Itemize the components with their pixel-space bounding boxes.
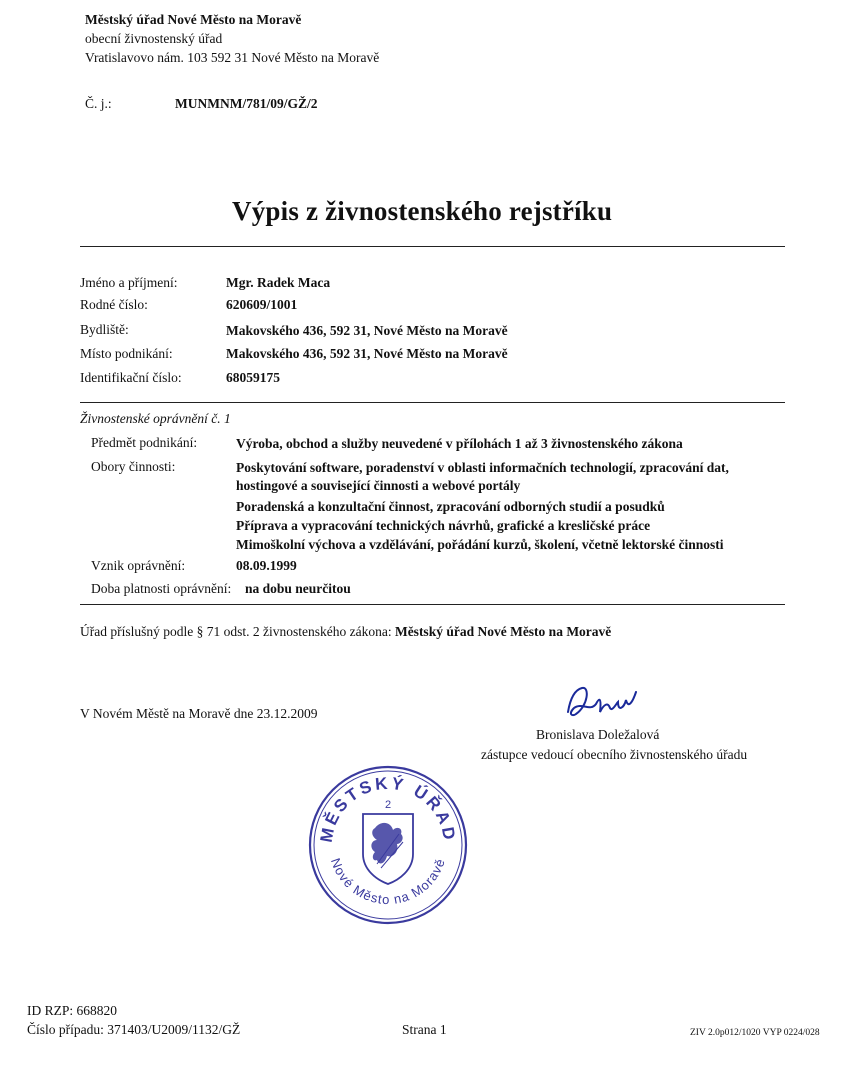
- business-place-label: Místo podnikání:: [80, 346, 173, 361]
- title-divider: [80, 246, 785, 247]
- person-divider: [80, 402, 785, 403]
- subject-value: Výroba, obchod a služby neuvedené v přílohách 1 až 3 živnostenského zákona: [236, 436, 683, 451]
- residence-value: Makovského 436, 592 31, Nové Město na Moravě: [226, 323, 508, 338]
- birth-number-value: 620609/1001: [226, 297, 298, 312]
- office-department: obecní živnostenský úřad: [85, 31, 223, 46]
- field-line: Příprava a vypracování technických návrhů, grafické a kresličské práce: [236, 518, 651, 533]
- stamp-bottom-text: Nové Město na Moravě: [327, 856, 449, 908]
- validity-label: Doba platnosti oprávnění:: [91, 581, 232, 596]
- stamp-number: 2: [384, 799, 392, 811]
- page-number: Strana 1: [402, 1022, 447, 1037]
- field-line: Poradenská a konzultační činnost, zpracování odborných studií a posudků: [236, 499, 665, 514]
- validity-value: na dobu neurčitou: [245, 581, 351, 596]
- license-heading: Živnostenské oprávnění č. 1: [80, 411, 231, 426]
- birth-number-label: Rodné číslo:: [80, 297, 148, 312]
- field-line: Mimoškolní výchova a vzdělávání, pořádání kurzů, školení, včetně lektorské činnosti: [236, 537, 724, 552]
- stamp-top-text: MĚSTSKÝ ÚŘAD: [316, 773, 460, 844]
- authority-line: [80, 624, 611, 640]
- subject-label: Předmět podnikání:: [91, 435, 198, 450]
- field-line: Poskytování software, poradenství v oblasti informačních technologií, zpracování dat,: [236, 460, 729, 475]
- form-code: ZIV 2.0p012/1020 VYP 0224/028: [690, 1028, 820, 1038]
- name-label: Jméno a příjmení:: [80, 275, 178, 290]
- signatory-name: Bronislava Doležalová: [536, 727, 660, 742]
- office-header: [85, 10, 379, 67]
- business-place-value: Makovského 436, 592 31, Nové Město na Moravě: [226, 346, 508, 361]
- fields-label: Obory činnosti:: [91, 459, 176, 474]
- case-number: Číslo případu: 371403/U2009/1132/GŽ: [27, 1022, 241, 1037]
- official-stamp: [307, 764, 469, 926]
- signature: [560, 682, 640, 722]
- lion-icon: [371, 823, 402, 864]
- reference-label: Č. j.:: [85, 96, 112, 111]
- field-line: hostingové a související činnosti a webové portály: [236, 478, 521, 493]
- authority-label: Úřad příslušný podle § 71 odst. 2 živnostenského zákona:: [80, 624, 392, 639]
- office-address: Vratislavovo nám. 103 592 31 Nové Město na Moravě: [85, 50, 380, 65]
- origin-value: 08.09.1999: [236, 558, 297, 573]
- origin-label: Vznik oprávnění:: [91, 558, 186, 573]
- signatory-role: zástupce vedoucí obecního živnostenského úřadu: [481, 747, 748, 762]
- id-number-label: Identifikační číslo:: [80, 370, 182, 385]
- authority-value: Městský úřad Nové Město na Moravě: [394, 624, 612, 639]
- id-rzp: ID RZP: 668820: [27, 1003, 118, 1018]
- residence-label: Bydliště:: [80, 322, 129, 337]
- id-number-value: 68059175: [226, 370, 280, 385]
- name-value: Mgr. Radek Maca: [226, 275, 331, 290]
- office-name: Městský úřad Nové Město na Moravě: [85, 12, 302, 27]
- license-divider: [80, 604, 785, 605]
- document-title: Výpis z živnostenského rejstříku: [232, 196, 613, 226]
- reference-number: MUNMNM/781/09/GŽ/2: [175, 96, 318, 111]
- svg-text:Nové Město na Moravě: [328, 856, 448, 907]
- place-date: V Novém Městě na Moravě dne 23.12.2009: [80, 706, 318, 721]
